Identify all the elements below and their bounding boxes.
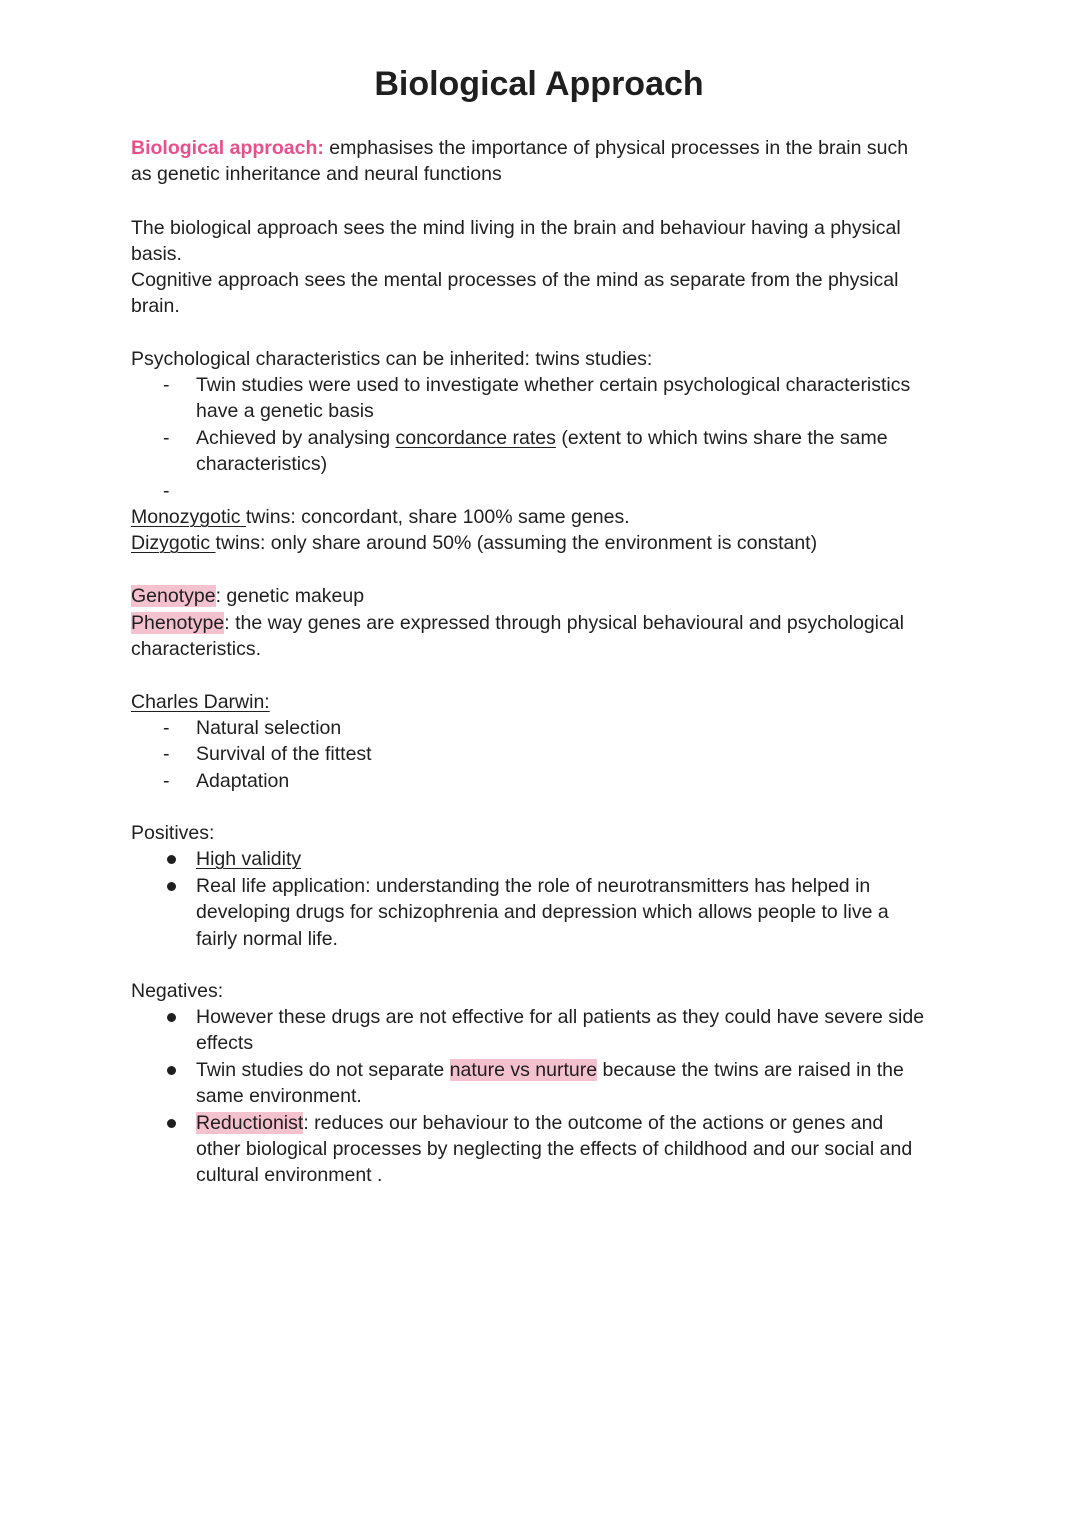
negative-2-pre: Twin studies do not separate — [196, 1059, 450, 1081]
dash-marker: - — [163, 770, 170, 792]
genotype-term: Genotype — [131, 585, 216, 607]
page-title: Biological Approach — [374, 65, 704, 103]
definition-line-2: as genetic inheritance and neural functions — [131, 163, 502, 185]
negative-3-line-1 — [196, 1110, 883, 1136]
bullet-dot — [167, 855, 176, 864]
dizygotic-line — [131, 530, 817, 556]
monozygotic-term: Monozygotic — [131, 506, 246, 528]
negative-2-post: because the twins are raised in the — [597, 1059, 904, 1081]
darwin-item-2: Survival of the fittest — [196, 743, 372, 765]
dash-marker: - — [163, 427, 170, 449]
phenotype-text: : the way genes are expressed through physical behavioural and psychological — [224, 612, 904, 634]
phenotype-line — [131, 610, 904, 636]
dash-marker: - — [163, 374, 170, 396]
twins-bullet-2-line-2: characteristics) — [196, 453, 328, 475]
negative-1-line-1: However these drugs are not effective for all patients as they could have severe side — [196, 1006, 925, 1028]
dash-marker: - — [163, 717, 170, 739]
definition-line-1 — [131, 135, 908, 161]
definition-term: Biological approach: — [131, 137, 324, 159]
negative-3-line-2: other biological processes by neglecting the effects of childhood and our social and — [196, 1138, 913, 1160]
darwin-item-1: Natural selection — [196, 717, 342, 739]
darwin-heading: Charles Darwin: — [131, 691, 270, 713]
dizygotic-term: Dizygotic — [131, 532, 216, 554]
positive-2-line-2: developing drugs for schizophrenia and depression which allows people to live a — [196, 901, 889, 923]
genotype-line — [131, 583, 364, 609]
twins-bullet-2-post: (extent to which twins share the same — [555, 427, 888, 449]
monozygotic-text: twins: concordant, share 100% same genes. — [245, 506, 630, 528]
positive-2-line-1: Real life application: understanding the role of neurotransmitters has helped in — [196, 875, 871, 897]
positive-2-line-3: fairly normal life. — [196, 928, 338, 950]
bullet-dot — [167, 882, 176, 891]
bullet-dot — [167, 1119, 176, 1128]
intro-line-2: basis. — [131, 243, 182, 265]
twins-bullet-2-pre: Achieved by analysing — [196, 427, 396, 449]
dash-marker-empty: - — [163, 480, 170, 502]
negatives-heading: Negatives: — [131, 980, 224, 1002]
twins-bullet-1-line-1: Twin studies were used to investigate whether certain psychological characteristics — [196, 374, 911, 396]
phenotype-term: Phenotype — [131, 612, 225, 634]
dash-marker: - — [163, 743, 170, 765]
negative-2-line-1 — [196, 1057, 904, 1083]
positive-1[interactable]: High validity — [196, 848, 302, 870]
definition-text: emphasises the importance of physical processes in the brain such — [329, 137, 909, 159]
negative-3-line-3: cultural environment . — [196, 1164, 383, 1186]
dizygotic-text: twins: only share around 50% (assuming the environment is constant) — [215, 532, 818, 554]
monozygotic-line — [131, 504, 630, 530]
twins-heading: Psychological characteristics can be inherited: twins studies: — [131, 348, 653, 370]
darwin-item-3: Adaptation — [196, 770, 290, 792]
negative-3-text: : reduces our behaviour to the outcome of the actions or genes and — [303, 1112, 884, 1134]
reductionist-term: Reductionist — [196, 1112, 304, 1134]
positives-heading: Positives: — [131, 822, 215, 844]
intro-line-3: Cognitive approach sees the mental processes of the mind as separate from the physical — [131, 269, 899, 291]
genotype-text: : genetic makeup — [215, 585, 365, 607]
twins-bullet-2-line-1 — [196, 425, 888, 451]
concordance-rates-link[interactable]: concordance rates — [395, 427, 556, 449]
bullet-dot — [167, 1066, 176, 1075]
intro-line-4: brain. — [131, 295, 180, 317]
intro-line-1: The biological approach sees the mind living in the brain and behaviour having a physical — [131, 217, 901, 239]
negative-2-line-2: same environment. — [196, 1085, 362, 1107]
bullet-dot — [167, 1013, 176, 1022]
phenotype-line-2: characteristics. — [131, 638, 262, 660]
twins-bullet-1-line-2: have a genetic basis — [196, 400, 374, 422]
negative-1-line-2: effects — [196, 1032, 254, 1054]
nature-vs-nurture-highlight: nature vs nurture — [449, 1059, 598, 1081]
